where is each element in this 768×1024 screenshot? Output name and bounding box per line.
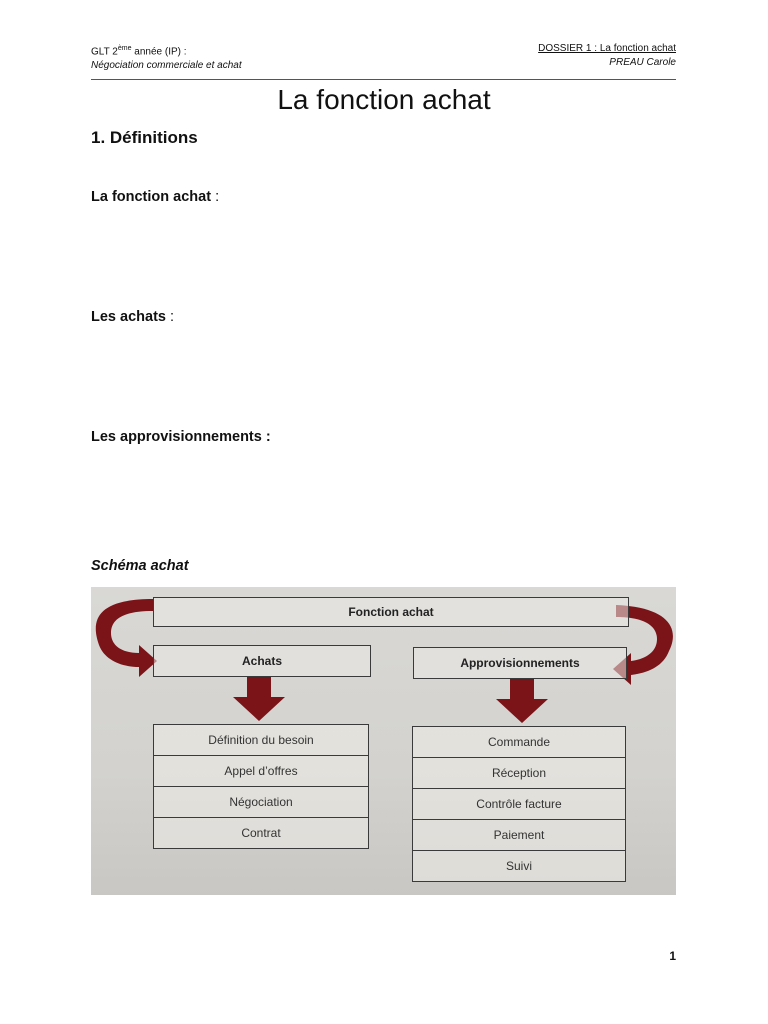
header-right [538, 42, 676, 70]
term-approvisionnements: Les approvisionnements : [91, 429, 271, 445]
fonction-achat-box: Fonction achat [153, 597, 629, 627]
appro-step: Paiement [413, 820, 625, 851]
down-arrow-achats [233, 677, 285, 721]
achats-step: Contrat [154, 818, 368, 848]
achats-box: Achats [153, 645, 371, 677]
page-number: 1 [669, 949, 676, 963]
achats-step: Négociation [154, 787, 368, 818]
left-curved-arrow [96, 599, 157, 677]
header-dossier: DOSSIER 1 : La fonction achat [538, 43, 676, 54]
section-heading: 1. Définitions [91, 128, 198, 147]
appro-step: Contrôle facture [413, 789, 625, 820]
header-rule [91, 79, 676, 80]
approvisionnements-steps [412, 726, 626, 882]
appro-step: Suivi [413, 851, 625, 881]
appro-step: Réception [413, 758, 625, 789]
achats-steps [153, 724, 369, 849]
approvisionnements-box: Approvisionnements [413, 647, 627, 679]
header-left [91, 42, 242, 73]
appro-step: Commande [413, 727, 625, 758]
header-subject: Négociation commerciale et achat [91, 60, 242, 72]
down-arrow-approvisionnements [496, 679, 548, 723]
achats-step: Définition du besoin [154, 725, 368, 756]
schema-label: Schéma achat [91, 558, 189, 574]
page-title: La fonction achat [277, 84, 491, 115]
term-fonction-achat: La fonction achat : [91, 189, 220, 205]
achats-step: Appel d’offres [154, 756, 368, 787]
term-achats: Les achats : [91, 309, 175, 325]
header-class: GLT 2ème année (IP) : [91, 45, 187, 58]
schema-photo [91, 587, 676, 895]
header-author: PREAU Carole [609, 57, 676, 68]
